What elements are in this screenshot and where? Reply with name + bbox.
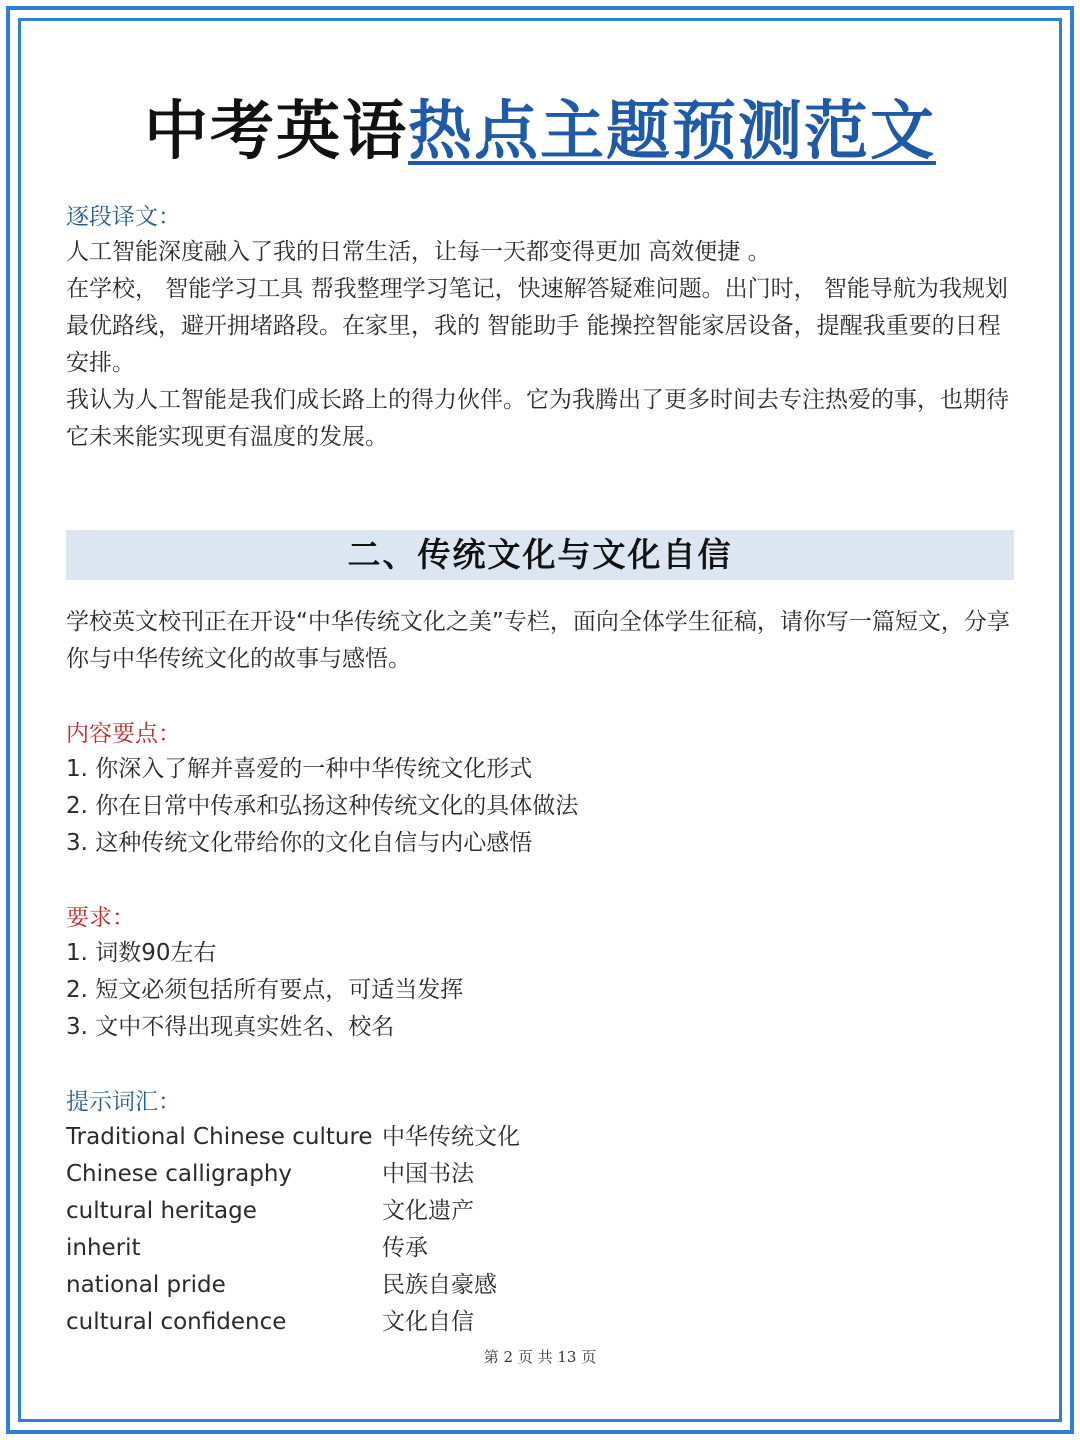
vocab-chinese: 民族自豪感 (382, 1272, 497, 1298)
page-number: 第 2 页 共 13 页 (483, 1348, 597, 1366)
vocab-chinese: 传承 (382, 1235, 428, 1261)
translation-paragraph: 人工智能深度融入了我的日常生活，让每一天都变得更加 高效便捷 。 (66, 239, 771, 265)
content-points-label: 内容要点： (66, 721, 181, 747)
translation-paragraph: 我认为人工智能是我们成长路上的得力伙伴。它为我腾出了更多时间去专注热爱的事，也期待它未来能实现更有温度的发展。 (66, 387, 1009, 450)
writing-prompt: 学校英文校刊正在开设“中华传统文化之美”专栏，面向全体学生征稿，请你写一篇短文，分享你与中华传统文化的故事与感悟。 (66, 609, 1010, 672)
vocab-english: cultural heritage (66, 1198, 257, 1224)
list-item: 2. 你在日常中传承和弘扬这种传统文化的具体做法 (66, 793, 579, 819)
vocab-chinese: 中华传统文化 (382, 1124, 520, 1150)
title-part-2: 热点主题预测范文 (408, 95, 936, 169)
vocab-chinese: 中国书法 (382, 1161, 474, 1187)
translation-label: 逐段译文： (66, 204, 181, 230)
section-heading: 二、传统文化与文化自信 (66, 530, 1014, 580)
list-item: 1. 你深入了解并喜爱的一种中华传统文化形式 (66, 756, 533, 782)
translation-text (66, 234, 1014, 456)
list-item: 1. 词数90左右 (66, 940, 217, 966)
vocabulary-label: 提示词汇： (66, 1089, 181, 1115)
vocab-english: national pride (66, 1272, 226, 1298)
content-points-list (66, 751, 578, 862)
list-item: 3. 文中不得出现真实姓名、校名 (66, 1014, 395, 1040)
vocab-english: cultural confidence (66, 1309, 287, 1335)
vocab-chinese: 文化遗产 (382, 1198, 474, 1224)
list-item: 3. 这种传统文化带给你的文化自信与内心感悟 (66, 830, 533, 856)
vocab-english: Traditional Chinese culture (66, 1124, 373, 1150)
requirements-label: 要求： (66, 905, 135, 931)
list-item: 2. 短文必须包括所有要点，可适当发挥 (66, 977, 464, 1003)
translation-paragraph: 在学校， 智能学习工具 帮我整理学习笔记，快速解答疑难问题。出门时， 智能导航为我规划最优路线，避开拥堵路段。在家里，我的 智能助手 能操控智能家居设备，提醒我重要的日程安排。 (66, 276, 1008, 376)
page-title (0, 82, 1080, 182)
requirements-list (66, 935, 463, 1046)
vocab-english: Chinese calligraphy (66, 1161, 293, 1187)
title-part-1: 中考英语 (144, 95, 408, 169)
vocab-chinese: 文化自信 (382, 1309, 474, 1335)
vocab-english: inherit (66, 1235, 141, 1261)
